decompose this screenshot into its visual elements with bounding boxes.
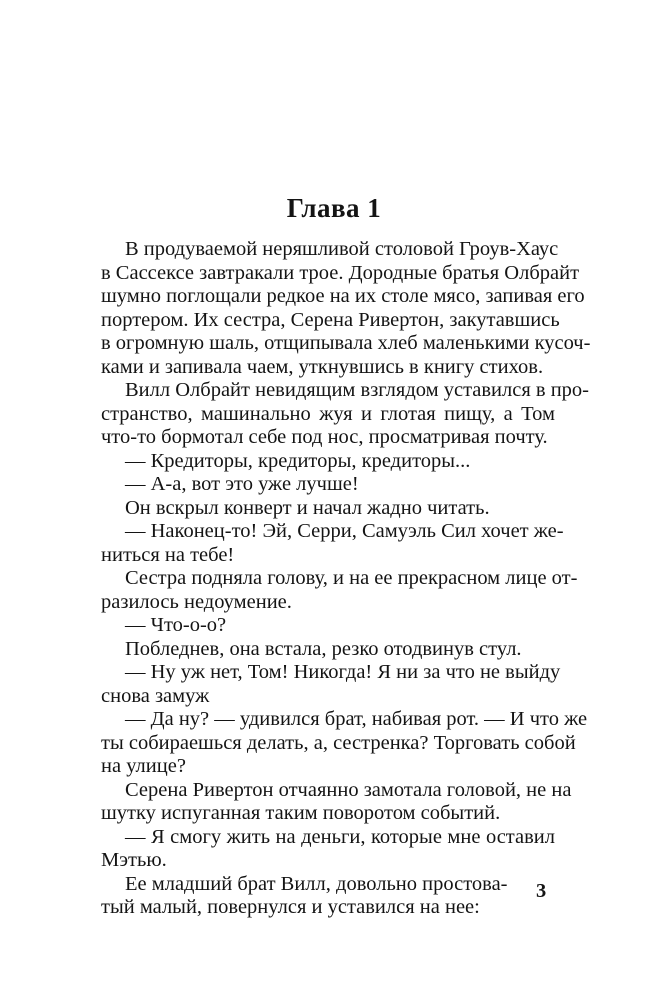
text-line: тый малый, повернулся и уставился на нее: xyxy=(101,896,480,918)
text-line: снова замуж xyxy=(101,684,210,707)
text-line: Серена Ривертон отчаянно замотала головой, не на xyxy=(125,778,572,801)
text-line: — Наконец-то! Эй, Серри, Самуэль Сил хочет же- xyxy=(125,520,564,542)
chapter-title: Глава 1 xyxy=(286,193,382,223)
text-line: в Сассексе завтракали трое. Дородные братья Олбрайт xyxy=(101,261,580,284)
text-line: что-то бормотал себе под нос, просматривая почту. xyxy=(101,426,548,448)
text-line: — А-а, вот это уже лучше! xyxy=(125,473,359,495)
text-line: Ее младший брат Вилл, довольно простова- xyxy=(125,872,508,895)
text-line: Мэтью. xyxy=(101,849,167,871)
body-text xyxy=(101,238,591,920)
text-line: странство, машинально жуя и глотая пищу, а Том xyxy=(101,402,555,425)
text-line: — Я смогу жить на деньги, которые мне оставил xyxy=(125,825,555,848)
text-line: ты собираешься делать, а, сестренка? Торговать собой xyxy=(101,731,576,754)
text-line: разилось недоумение. xyxy=(101,590,292,613)
text-line: ниться на тебе! xyxy=(101,543,235,566)
text-line: Вилл Олбрайт невидящим взглядом уставился в про- xyxy=(125,379,590,401)
text-line: Он вскрыл конверт и начал жадно читать. xyxy=(125,496,490,519)
text-line: шумно поглощали редкое на их столе мясо, запивая его xyxy=(101,285,585,307)
text-line: — Кредиторы, кредиторы, кредиторы... xyxy=(125,449,471,472)
text-line: в огромную шаль, отщипывала хлеб маленькими кусоч- xyxy=(101,332,591,354)
text-line: В продуваемой неряшливой столовой Гроув-Хаус xyxy=(125,238,559,260)
page-number: 3 xyxy=(536,880,547,902)
text-line: — Ну уж нет, Том! Никогда! Я ни за что не выйду xyxy=(125,661,561,683)
text-line: портером. Их сестра, Серена Ривертон, закутавшись xyxy=(101,308,560,331)
text-line: на улице? xyxy=(101,755,186,777)
text-line: ками и запивала чаем, уткнувшись в книгу стихов. xyxy=(101,355,544,378)
text-line: шутку испуганная таким поворотом событий. xyxy=(101,802,501,824)
text-line: Побледнев, она встала, резко отодвинув стул. xyxy=(125,637,522,660)
text-line: — Что-о-о? xyxy=(125,614,227,636)
text-line: Сестра подняла голову, и на ее прекрасном лице от- xyxy=(125,567,578,589)
text-line: — Да ну? — удивился брат, набивая рот. — И что же xyxy=(125,708,588,730)
